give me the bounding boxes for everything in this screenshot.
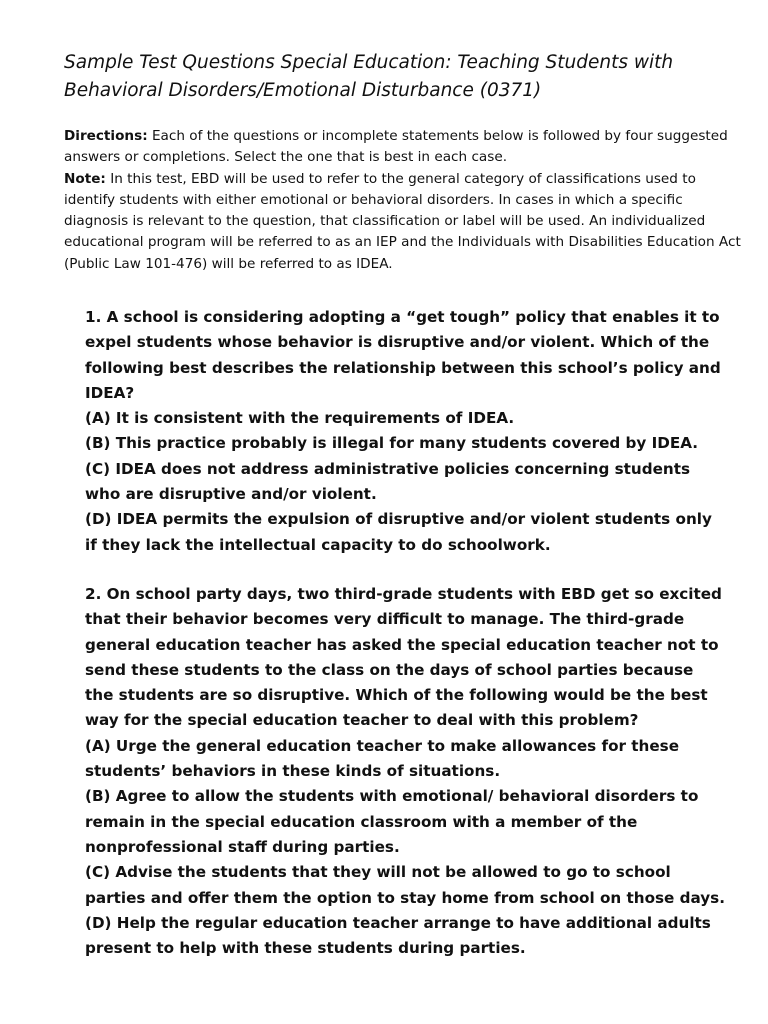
question-1 [85, 305, 725, 558]
directions-label: Directions: [64, 128, 148, 144]
question-2 [85, 582, 725, 961]
question-1-option-b: (B) This practice probably is illegal for many students covered by IDEA. [85, 434, 699, 453]
note-paragraph [64, 169, 744, 275]
directions-block [64, 126, 744, 275]
note-label: Note: [64, 170, 106, 187]
question-1-stem: 1. A school is considering adopting a “get tough” policy that enables it to expel students whose behavior is disruptive and/or violent. Which of the following best describes the relationship between this school’s policy and IDEA? [85, 308, 721, 402]
question-2-option-a: (A) Urge the general education teacher to make allowances for these students’ behaviors in these kinds of situations. [85, 736, 680, 781]
title-line-2: Behavioral Disorders/Emotional Disturbance (0371) [64, 80, 542, 101]
question-1-option-d: (D) IDEA permits the expulsion of disruptive and/or violent students only if they lack the intellectual capacity to do schoolwork. [85, 510, 712, 554]
question-1-option-c: (C) IDEA does not address administrative policies concerning students who are disruptive and/or violent. [85, 459, 691, 504]
directions-paragraph [64, 126, 744, 169]
title-line-1: Sample Test Questions Special Education: Teaching Students with [64, 52, 674, 73]
question-2-option-b: (B) Agree to allow the students with emotional/ behavioral disorders to remain in the special education classroom with a member of the nonprofessional staff during parties. [85, 787, 699, 856]
question-2-stem: 2. On school party days, two third-grade students with EBD get so excited that their behavior becomes very difficult to manage. The third-grade general education teacher has asked the special education teacher not to send these students to the class on the days of school parties because the students are so disruptive. Which of the following would be the best way for the special education teacher to deal with this problem? [85, 585, 722, 730]
page-title [64, 49, 744, 105]
question-2-option-c: (C) Advise the students that they will not be allowed to go to school parties and offer them the option to stay home from school on those days. [85, 863, 725, 907]
question-2-option-d: (D) Help the regular education teacher arrange to have additional adults present to help with these students during parties. [85, 913, 711, 958]
question-1-option-a: (A) It is consistent with the requirements of IDEA. [85, 409, 515, 428]
directions-text: Each of the questions or incomplete statements below is followed by four suggested answers or completions. Select the one that is best in each case. [64, 128, 728, 166]
note-text: In this test, EBD will be used to refer to the general category of classifications used to identify students with either emotional or behavioral disorders. In cases in which a specific diagnosis is relevant to the question, that classification or label will be used. An individualized educational program will be referred to as an IEP and the Individuals with Disabilities Education Act (Public Law 101-476) will be referred to as IDEA. [64, 170, 741, 272]
